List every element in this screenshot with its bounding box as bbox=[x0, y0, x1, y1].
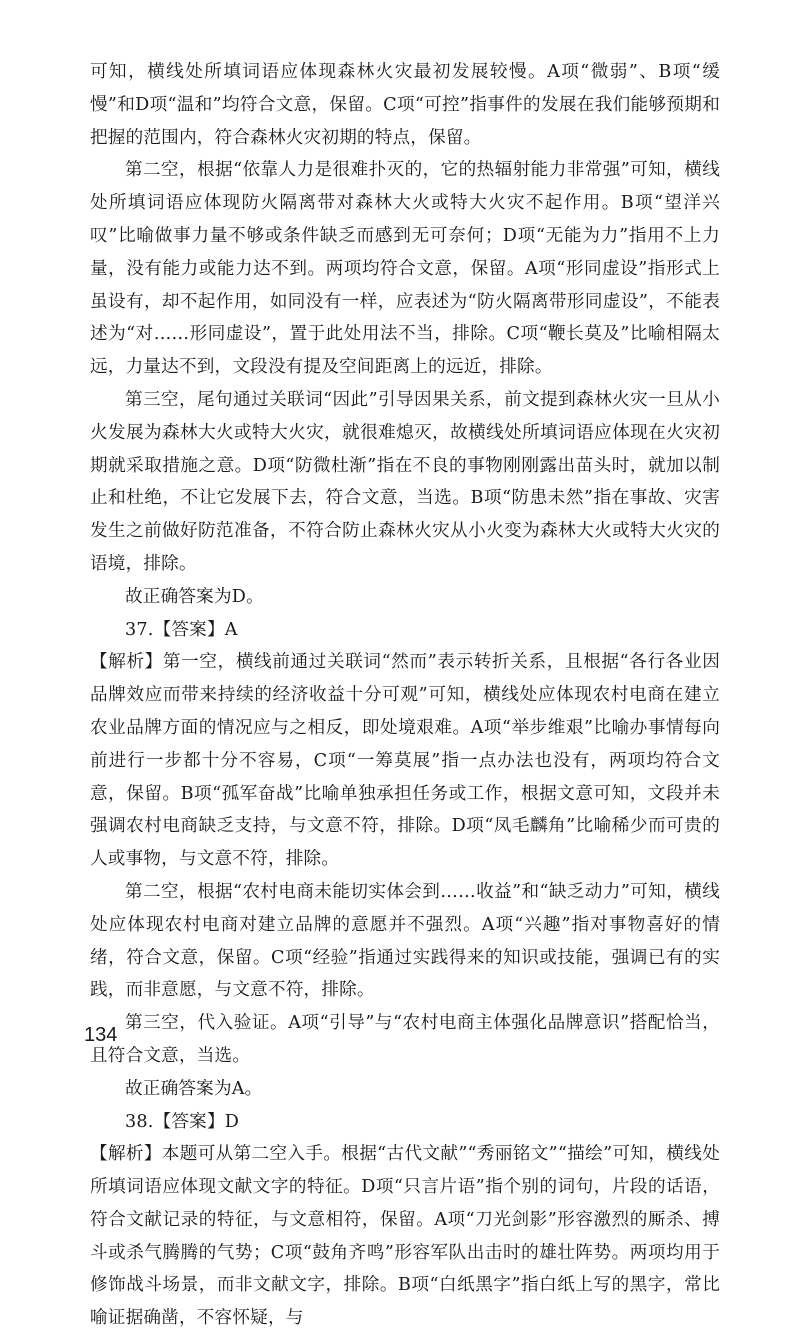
page-number: 134 bbox=[84, 1024, 118, 1046]
paragraph-1: 可知，横线处所填词语应体现森林火灾最初发展较慢。A项“微弱”、B项“缓慢”和D项“温和”均符合文意，保留。C项“可控”指事件的发展在我们能够预期和把握的范围内，符合森林火灾初期的特点，保留。 bbox=[90, 62, 720, 148]
answer-heading-38: 38.【答案】D bbox=[125, 1111, 240, 1132]
paragraph-2: 第二空，根据“依靠人力是很难扑灭的，它的热辐射能力非常强”可知，横线处所填词语应体现防火隔离带对森林大火或特大火灾不起作用。B项“望洋兴叹”比喻做事力量不够或条件缺乏而感到无可奈何；D项“无能为力”指用不上力量，没有能力或能力达不到。两项均符合文意，保留。A项“形同虚设”指形式上虽设有，却不起作用，如同没有一样，应表述为“防火隔离带形同虚设”，不能表述为“对……形同虚设”，置于此处用法不当，排除。C项“鞭长莫及”比喻相隔太远，力量达不到，文段没有提及空间距离上的远近，排除。 bbox=[90, 160, 720, 378]
document-body bbox=[90, 56, 720, 1335]
analysis-38: 【解析】本题可从第二空入手。根据“古代文献”“秀丽铭文”“描绘”可知，横线处所填词语应体现文献文字的特征。D项“只言片语”指个别的词句，片段的话语，符合文献记录的特征，与文意相符，保留。A项“刀光剑影”形容激烈的厮杀、搏斗或杀气腾腾的气势；C项“鼓角齐鸣”形容军队出击时的雄壮阵势。两项均用于修饰战斗场景，而非文献文字，排除。B项“白纸黑字”指白纸上写的黑字，常比喻证据确凿，不容怀疑，与 bbox=[90, 1144, 720, 1329]
answer-conclusion-37: 故正确答案为A。 bbox=[125, 1078, 263, 1099]
answer-conclusion-36: 故正确答案为D。 bbox=[125, 586, 264, 607]
answer-heading-37: 37.【答案】A bbox=[125, 619, 238, 640]
analysis-37-first-blank: 【解析】第一空，横线前通过关联词“然而”表示转折关系，且根据“各行各业因品牌效应而带来持续的经济收益十分可观”可知，横线处应体现农村电商在建立农业品牌方面的情况应与之相反，即处境艰难。A项“举步维艰”比喻办事情每向前进行一步都十分不容易，C项“一筹莫展”指一点办法也没有，两项均符合文意，保留。B项“孤军奋战”比喻单独承担任务或工作，根据文意可知，文段并未强调农村电商缺乏支持，与文意不符，排除。D项“凤毛麟角”比喻稀少而可贵的人或事物，与文意不符，排除。 bbox=[90, 652, 720, 870]
paragraph-3: 第三空，尾句通过关联词“因此”引导因果关系，前文提到森林火灾一旦从小火发展为森林大火或特大火灾，就很难熄灭，故横线处所填词语应体现在火灾初期就采取措施之意。D项“防微杜渐”指在不良的事物刚刚露出苗头时，就加以制止和杜绝，不让它发展下去，符合文意，当选。B项“防患未然”指在事故、灾害发生之前做好防范准备，不符合防止森林火灾从小火变为森林大火或特大火灾的语境，排除。 bbox=[90, 389, 720, 574]
analysis-37-second-blank: 第二空，根据“农村电商未能切实体会到……收益”和“缺乏动力”可知，横线处应体现农村电商对建立品牌的意愿并不强烈。A项“兴趣”指对事物喜好的情绪，符合文意，保留。C项“经验”指通过实践得来的知识或技能，强调已有的实践，而非意愿，与文意不符，排除。 bbox=[90, 881, 720, 1001]
analysis-37-third-blank: 第三空，代入验证。A项“引导”与“农村电商主体强化品牌意识”搭配恰当，且符合文意，当选。 bbox=[90, 1013, 720, 1066]
